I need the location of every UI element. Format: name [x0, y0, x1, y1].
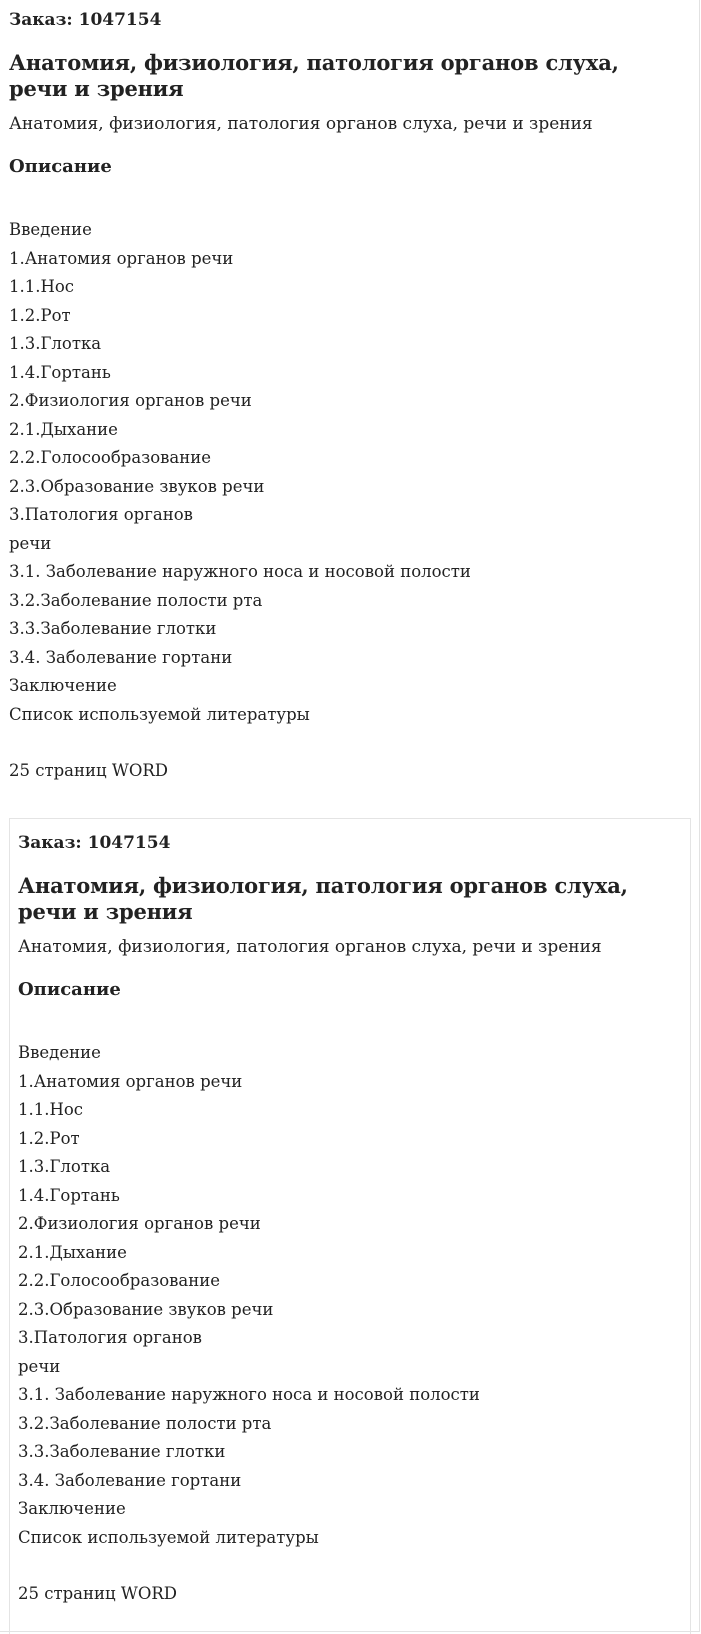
order-card: [9, 818, 691, 1634]
toc-item: 3.1. Заболевание наружного носа и носовой полости: [9, 562, 471, 581]
toc-item: 1.1.Нос: [18, 1100, 84, 1119]
table-of-contents: [18, 1039, 690, 1552]
toc-item: 1.4.Гортань: [9, 362, 111, 382]
toc-item: 3.2.Заболевание полости рта: [9, 590, 263, 610]
toc-item: 2.3.Образование звуков речи: [18, 1299, 274, 1319]
order-card-content: [9, 8, 681, 783]
toc-item: 3.2.Заболевание полости рта: [18, 1413, 272, 1433]
order-number: Заказ: 1047154: [18, 833, 171, 853]
order-title: Анатомия, физиология, патология органов слуха, речи и зрения: [9, 50, 619, 101]
toc-item: 2.2.Голосообразование: [9, 448, 212, 467]
toc-item: 3.4. Заболевание гортани: [18, 1470, 242, 1490]
order-subtitle: Анатомия, физиология, патология органов слуха, речи и зрения: [18, 937, 602, 957]
toc-item: 2.1.Дыхание: [18, 1242, 127, 1262]
toc-item: 1.2.Рот: [18, 1128, 80, 1148]
toc-item: 2.1.Дыхание: [9, 419, 118, 439]
toc-item: 2.2.Голосообразование: [18, 1271, 221, 1290]
toc-item: 1.2.Рот: [9, 305, 71, 325]
description-heading: Описание: [18, 979, 121, 1000]
toc-item: 3.Патология органов: [9, 505, 193, 524]
toc-item: Заключение: [18, 1499, 126, 1518]
toc-item: 2.3.Образование звуков речи: [9, 476, 265, 496]
toc-item: 1.4.Гортань: [18, 1185, 120, 1205]
order-card-content: [10, 819, 690, 1606]
toc-item: 3.1. Заболевание наружного носа и носовой полости: [18, 1385, 480, 1404]
description-heading: Описание: [9, 156, 112, 177]
toc-item: 3.3.Заболевание глотки: [9, 619, 217, 638]
toc-item: речи: [18, 1356, 61, 1376]
toc-item: Список используемой литературы: [18, 1527, 319, 1547]
toc-item: 3.Патология органов: [18, 1328, 202, 1347]
toc-item: Заключение: [9, 676, 117, 695]
pages-info: 25 страниц WORD: [18, 1584, 177, 1603]
toc-item: 1.Анатомия органов речи: [9, 248, 234, 268]
toc-item: Список используемой литературы: [9, 704, 310, 724]
toc-item: 2.Физиология органов речи: [9, 391, 252, 410]
order-title: Анатомия, физиология, патология органов слуха, речи и зрения: [18, 873, 628, 924]
toc-item: речи: [9, 533, 52, 553]
table-of-contents: [9, 216, 681, 729]
toc-item: 1.Анатомия органов речи: [18, 1071, 243, 1091]
toc-item: 1.1.Нос: [9, 277, 75, 296]
toc-item: 3.4. Заболевание гортани: [9, 647, 233, 667]
order-number: Заказ: 1047154: [9, 10, 162, 30]
toc-item: Введение: [18, 1043, 101, 1062]
toc-item: 3.3.Заболевание глотки: [18, 1442, 226, 1461]
pages-info: 25 страниц WORD: [9, 761, 168, 780]
toc-item: 2.Физиология органов речи: [18, 1214, 261, 1233]
order-subtitle: Анатомия, физиология, патология органов слуха, речи и зрения: [9, 114, 593, 134]
toc-item: Введение: [9, 220, 92, 239]
order-card: [9, 8, 681, 783]
toc-item: 1.3.Глотка: [9, 334, 102, 353]
toc-item: 1.3.Глотка: [18, 1157, 111, 1176]
